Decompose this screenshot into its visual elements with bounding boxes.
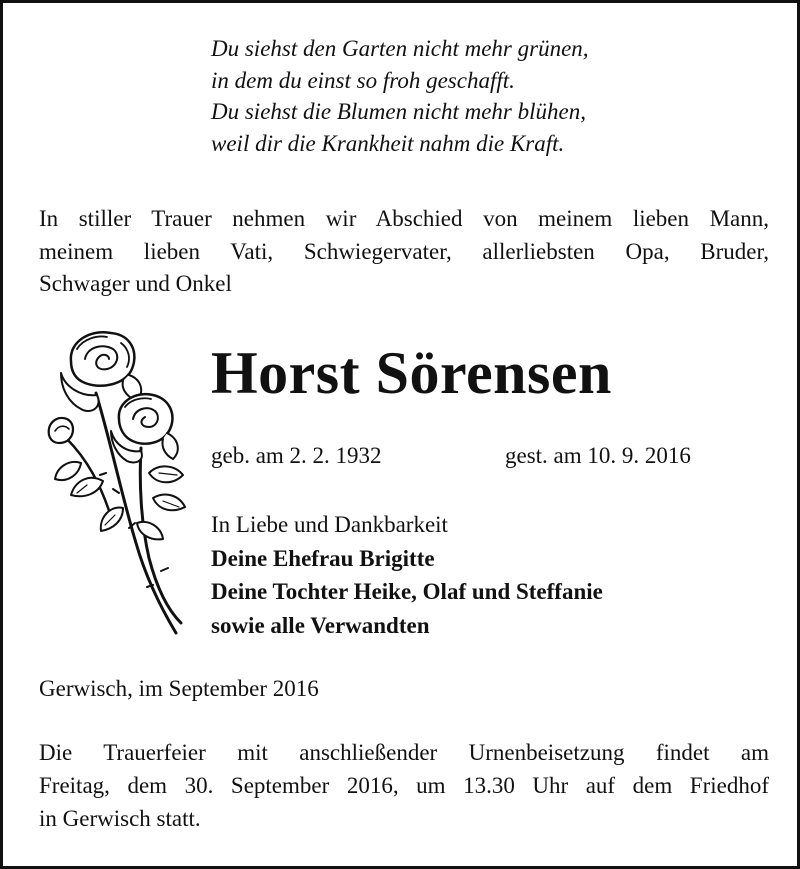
mourning-announcement [39,203,769,301]
ceremony-line: in Gerwisch statt. [39,806,201,831]
poem-line: Du siehst den Garten nicht mehr grünen, [211,36,589,61]
dedication-line: In Liebe und Dankbarkeit [211,512,448,537]
memorial-poem [211,33,589,159]
mourner-line: sowie alle Verwandten [211,612,430,638]
announcement-line: In stiller Trauer nehmen wir Abschied von meinem lieben Mann, [39,206,769,231]
mourner-line: Deine Ehefrau Brigitte [211,545,435,571]
announcement-line: Schwager und Onkel [39,271,232,296]
funeral-announcement [39,736,769,835]
poem-line: in dem du einst so froh geschafft. [211,67,515,93]
deceased-name: Horst Sörensen [211,340,612,406]
poem-line: Du siehst die Blumen nicht mehr blühen, [211,99,586,124]
death-date: gest. am 10. 9. 2016 [505,443,691,468]
poem-line: weil dir die Krankheit nahm die Kraft. [211,130,565,156]
ceremony-line: Freitag, dem 30. September 2016, um 13.30 Uhr auf dem Friedhof [39,773,769,798]
birth-date: geb. am 2. 2. 1932 [211,443,382,468]
place-and-date: Gerwisch, im September 2016 [39,676,319,701]
mourners-block [211,508,603,642]
rose-icon [41,323,201,643]
ceremony-line: Die Trauerfeier mit anschließender Urnenbeisetzung findet am [39,740,769,765]
mourner-line: Deine Tochter Heike, Olaf und Steffanie [211,579,603,604]
announcement-line: meinem lieben Vati, Schwiegervater, allerliebsten Opa, Bruder, [39,238,769,264]
